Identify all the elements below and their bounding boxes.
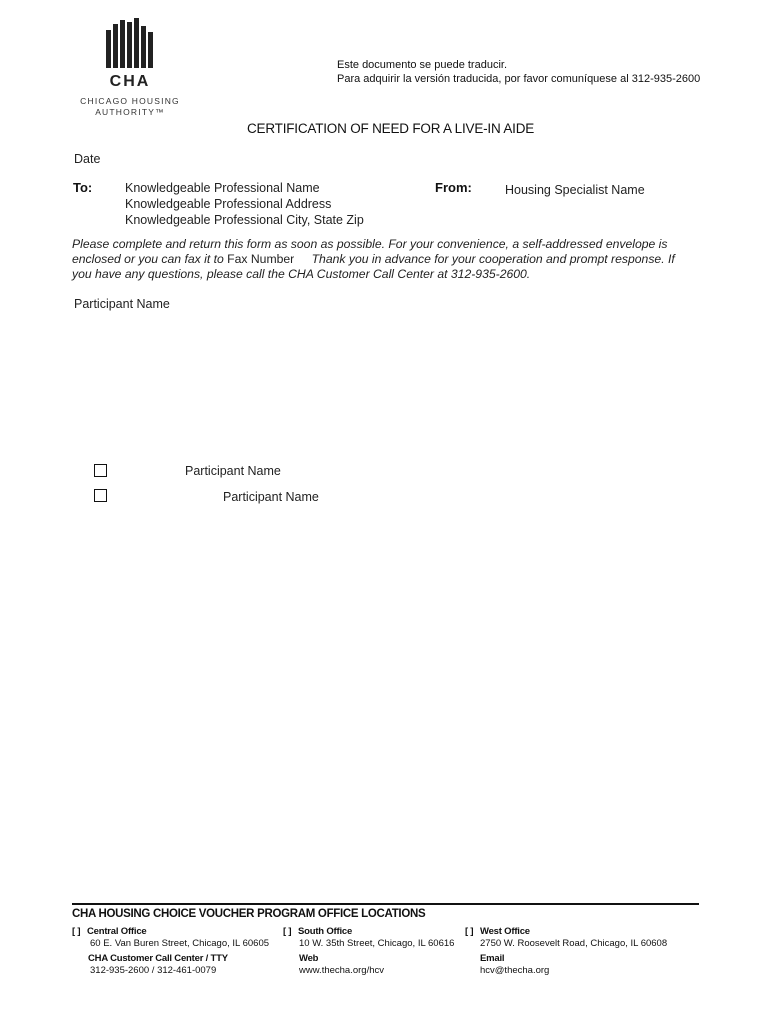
west-office-name: West Office — [480, 926, 530, 937]
translation-notice-line2: Para adquirir la versión traducida, por favor comuníquese al 312-935-2600 — [337, 73, 701, 85]
instructions-line2 — [72, 252, 675, 267]
instructions-line3: you have any questions, please call the CHA Customer Call Center at 312-935-2600. — [72, 267, 531, 281]
logo-subtitle-line1: CHICAGO HOUSING — [80, 96, 180, 106]
central-office-address: 60 E. Van Buren Street, Chicago, IL 60605 — [90, 938, 270, 949]
from-specialist-name[interactable]: Housing Specialist Name — [505, 183, 645, 197]
west-office-checkbox[interactable]: [ ] — [465, 926, 474, 937]
footer-title: CHA HOUSING CHOICE VOUCHER PROGRAM OFFICE LOCATIONS — [72, 908, 426, 920]
south-office-checkbox[interactable]: [ ] — [283, 926, 292, 937]
email-label: Email — [480, 953, 505, 964]
fax-number-field[interactable]: Fax Number — [227, 252, 295, 266]
cha-building-icon — [80, 18, 180, 70]
option-checkbox-1[interactable] — [94, 464, 107, 477]
to-label: To: — [73, 180, 93, 195]
option-label-2: Participant Name — [223, 490, 319, 504]
cha-logo — [80, 18, 180, 118]
central-office-name: Central Office — [87, 926, 147, 937]
email-link[interactable]: hcv@thecha.org — [480, 965, 550, 976]
date-field[interactable]: Date — [74, 152, 101, 166]
to-recipient-city-state-zip[interactable]: Knowledgeable Professional City, State Zip — [125, 213, 364, 227]
footer-divider — [72, 903, 699, 905]
participant-name-field[interactable]: Participant Name — [74, 297, 170, 311]
web-label: Web — [299, 953, 319, 964]
instructions-line2-start: enclosed or you can fax it to — [72, 252, 224, 266]
to-recipient-address[interactable]: Knowledgeable Professional Address — [125, 197, 332, 211]
west-office-address: 2750 W. Roosevelt Road, Chicago, IL 60608 — [480, 938, 668, 949]
central-office-checkbox[interactable]: [ ] — [72, 926, 81, 937]
option-label-1: Participant Name — [185, 464, 281, 478]
instructions-line2-end: Thank you in advance for your cooperation and prompt response. If — [311, 252, 675, 266]
logo-wordmark: CHA — [109, 73, 151, 90]
call-center-phone: 312-935-2600 / 312-461-0079 — [90, 965, 217, 976]
south-office-name: South Office — [298, 926, 353, 937]
translation-notice-line1: Este documento se puede traducir. — [337, 59, 507, 71]
instructions-line1: Please complete and return this form as soon as possible. For your convenience, a self-addressed envelope is — [72, 237, 668, 251]
logo-subtitle-line2: AUTHORITY™ — [95, 107, 165, 117]
web-link[interactable]: www.thecha.org/hcv — [299, 965, 385, 976]
page-title: CERTIFICATION OF NEED FOR A LIVE-IN AIDE — [247, 121, 535, 136]
call-center-label: CHA Customer Call Center / TTY — [88, 953, 228, 964]
to-recipient-name[interactable]: Knowledgeable Professional Name — [125, 181, 320, 195]
option-checkbox-2[interactable] — [94, 489, 107, 502]
from-label: From: — [435, 180, 472, 195]
south-office-address: 10 W. 35th Street, Chicago, IL 60616 — [299, 938, 455, 949]
